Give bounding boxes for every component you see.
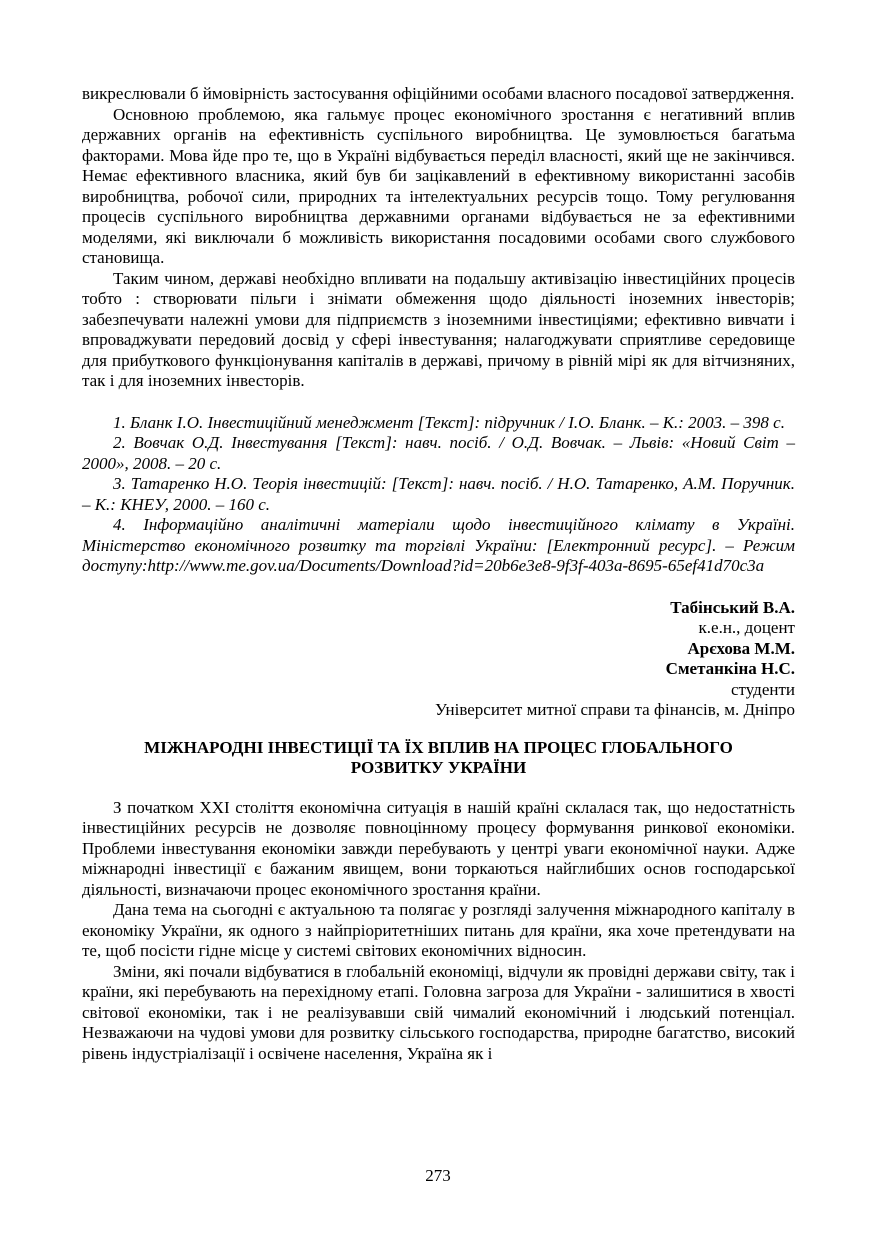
references-list <box>82 413 795 577</box>
paragraph: З початком XXI століття економічна ситуація в нашій країні склалася так, що недостатність інвестиційних ресурсів не дозволяє повноцінному процесу формування ринкової економіки. Проблеми інвестування економіки завжди перебувають у центрі уваги економічної науки. Адже міжнародні інвестиції є бажаним явищем, вони торкаються найглибших основ господарської діяльності, визначаючи процес економічного зростання країни. <box>82 797 795 899</box>
author-role: студенти <box>731 679 795 699</box>
reference-item: 2. Вовчак О.Д. Інвестування [Текст]: навч. посіб. / О.Д. Вовчак. – Львів: «Новий Світ – 2000», 2008. – 20 с. <box>82 433 795 473</box>
paragraph: Дана тема на сьогодні є актуальною та полягає у розгляді залучення міжнародного капіталу в економіку України, як одного з найпріоритетніших питань для країни, яка хоче претендувати на те, щоб посісти гідне місце у системі світових економічних відносин. <box>82 900 795 960</box>
author-affiliation: Університет митної справи та фінансів, м. Дніпро <box>434 700 795 719</box>
reference-item: 1. Бланк І.О. Інвестиційний менеджмент [Текст]: підручник / І.О. Бланк. – К.: 2003. – 398 с. <box>113 412 785 432</box>
paragraph: Основною проблемою, яка гальмує процес економічного зростання є негативний вплив державних органів на ефективність суспільного виробництва. Це зумовлюється багатьма факторами. Мова йде про те, що в Україні відбувається переділ власності, який ще не закінчився. Немає ефективного власника, який був би зацікавлений в ефективному використанні засобів виробництва, робочої сили, природних та інтелектуальних ресурсів тощо. Тому регулювання процесів суспільного виробництва державними органами відбувається не за ефективними моделями, які виключали б можливість використання посадовими особами свого службового становища. <box>82 104 795 267</box>
author-name: Сметанкіна Н.С. <box>665 659 795 678</box>
author-name: Табінський В.А. <box>670 597 795 617</box>
paragraph: Таким чином, державі необхідно впливати на подальшу активізацію інвестиційних процесів тобто : створювати пільги і знімати обмеження щодо діяльності іноземних інвесторів; забезпечувати належні умови для підприємств з іноземними інвестиціями; ефективно вивчати і впроваджувати передовий досвід у сфері інвестування; налагоджувати сприятливе середовище для прибуткового функціонування капіталів в державі, причому в рівній мірі як для вітчизняних, так і для іноземних інвесторів. <box>82 268 795 390</box>
reference-item: 4. Інформаційно аналітичні матеріали щодо інвестиційного клімату в Україні. Міністерство економічного розвитку та торгівлі України: [Електронний ресурс]. – Режим доступу:http://www.me.gov.ua/Documents/Download?id=20b6e3e8-9f3f-403a-8695-65ef41d70c3a <box>82 515 795 575</box>
article-title: МІЖНАРОДНІ ІНВЕСТИЦІЇ ТА ЇХ ВПЛИВ НА ПРОЦЕС ГЛОБАЛЬНОГО РОЗВИТКУ УКРАЇНИ <box>144 737 733 777</box>
reference-item: 3. Татаренко Н.О. Теорія інвестицій: [Текст]: навч. посіб. / Н.О. Татаренко, А.М. Поручник. – К.: КНЕУ, 2000. – 160 с. <box>82 474 795 514</box>
author-block <box>82 598 795 721</box>
page-number: 273 <box>425 1165 451 1185</box>
author-role: к.е.н., доцент <box>698 618 795 637</box>
author-name: Арєхова М.М. <box>687 638 795 658</box>
paragraph: Зміни, які почали відбуватися в глобальній економіці, відчули як провідні держави світу, так і країни, які перебувають на перехідному етапі. Головна загроза для України - залишитися в хвості світової економіки, так і не реалізувавши свій чималий економічний і людський потенціал. Незважаючи на чудові умови для розвитку сільського господарства, природне багатство, високий рівень індустріалізації і освічене населення, Україна як і <box>82 961 795 1063</box>
paragraph-continuation: викреслювали б ймовірність застосування офіційними особами власного посадової затвердження. <box>82 84 795 103</box>
